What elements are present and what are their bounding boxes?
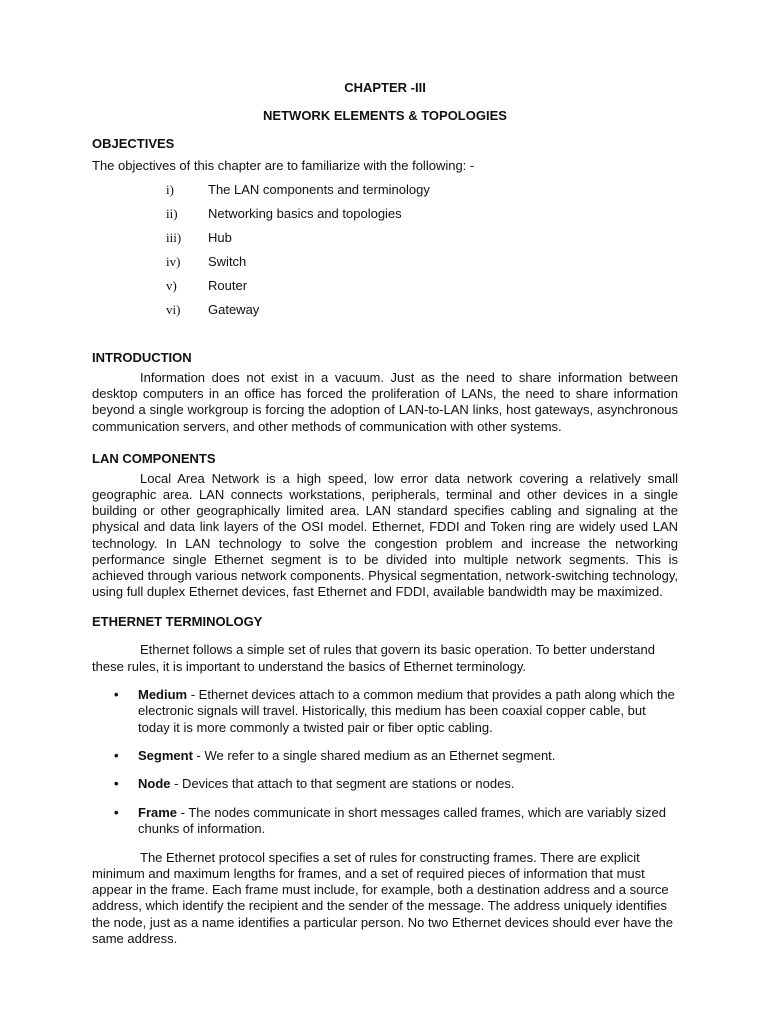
objective-number: i) xyxy=(166,182,174,197)
lan-components-paragraph: Local Area Network is a high speed, low error data network covering a relatively small geographic area. LAN connects workstations, peripherals, terminal and other devices in a single building or other geographically limited area. LAN standard specifies cabling and signaling at the physical and data link layers of the OSI model. Ethernet, FDDI and Token ring are widely used LAN technology. In LAN technology to solve the congestion problem and increase the networking performance single Ethernet segment is to be divided into multiple network segments. This is achieved through various network components. Physical segmentation, network-switching technology, using full duplex Ethernet devices, fast Ethernet and FDDI, available bandwidth may be maximized. xyxy=(92,470,678,600)
term-description: - Ethernet devices attach to a common medium that provides a path along which the electronic signals will travel. Historically, this medium has been coaxial copper cable, but today it is more commonly a twisted pair or fiber optic cabling. xyxy=(138,686,675,735)
term-name: Node xyxy=(138,776,171,792)
term-name: Medium xyxy=(138,686,188,702)
objective-number: v) xyxy=(166,278,177,293)
term-item xyxy=(92,748,678,764)
objective-text: The LAN components and terminology xyxy=(208,182,430,197)
objective-number: iii) xyxy=(166,230,182,245)
objective-text: Switch xyxy=(208,254,247,269)
term-item xyxy=(92,776,678,792)
objectives-list xyxy=(92,182,678,326)
term-description: - Devices that attach to that segment are stations or nodes. xyxy=(170,776,515,792)
objective-text: Router xyxy=(208,278,248,293)
objective-number: ii) xyxy=(166,206,178,221)
objective-text: Gateway xyxy=(208,302,260,317)
objective-text: Hub xyxy=(208,230,232,245)
document-page xyxy=(92,80,678,947)
objective-item xyxy=(92,254,678,278)
ethernet-terminology-heading: ETHERNET TERMINOLOGY xyxy=(92,614,263,630)
objective-item xyxy=(92,302,678,326)
ethernet-terms-list xyxy=(92,687,678,838)
chapter-title: NETWORK ELEMENTS & TOPOLOGIES xyxy=(263,108,507,123)
objectives-heading: OBJECTIVES xyxy=(92,136,175,151)
introduction-paragraph: Information does not exist in a vacuum. Just as the need to share information between desktop computers in an office has forced the proliferation of LANs, the need to share information beyond a single workgroup is forcing the adoption of LAN-to-LAN links, host gateways, asynchronous communication servers, and other methods of communication with other systems. xyxy=(92,370,678,434)
bullet-icon: • xyxy=(114,748,119,764)
objective-item xyxy=(92,278,678,302)
objective-text: Networking basics and topologies xyxy=(208,206,402,221)
bullet-icon: • xyxy=(114,804,119,820)
objective-number: iv) xyxy=(166,254,181,269)
term-name: Segment xyxy=(138,748,193,764)
term-description: - The nodes communicate in short messages called frames, which are variably sized chunks of information. xyxy=(138,804,666,837)
chapter-number: CHAPTER -III xyxy=(344,80,426,95)
objective-item xyxy=(92,206,678,230)
term-item xyxy=(92,805,678,838)
bullet-icon: • xyxy=(114,686,119,702)
objectives-intro: The objectives of this chapter are to familiarize with the following: - xyxy=(92,158,475,173)
term-item xyxy=(92,687,678,736)
objective-item xyxy=(92,182,678,206)
ethernet-frames-paragraph: The Ethernet protocol specifies a set of rules for constructing frames. There are explicit minimum and maximum lengths for frames, and a set of required pieces of information that must appear in the frame. Each frame must include, for example, both a destination address and a source address, which identify the recipient and the sender of the message. The address uniquely identifies the node, just as a name identifies a particular person. No two Ethernet devices should ever have the same address. xyxy=(92,849,674,946)
introduction-heading: INTRODUCTION xyxy=(92,350,192,365)
term-description: - We refer to a single shared medium as an Ethernet segment. xyxy=(192,748,556,764)
objective-number: vi) xyxy=(166,302,181,317)
ethernet-terminology-intro: Ethernet follows a simple set of rules that govern its basic operation. To better understand these rules, it is important to understand the basics of Ethernet terminology. xyxy=(92,642,655,674)
lan-components-heading: LAN COMPONENTS xyxy=(92,450,216,466)
term-name: Frame xyxy=(138,804,178,820)
objective-item xyxy=(92,230,678,254)
bullet-icon: • xyxy=(114,776,119,792)
